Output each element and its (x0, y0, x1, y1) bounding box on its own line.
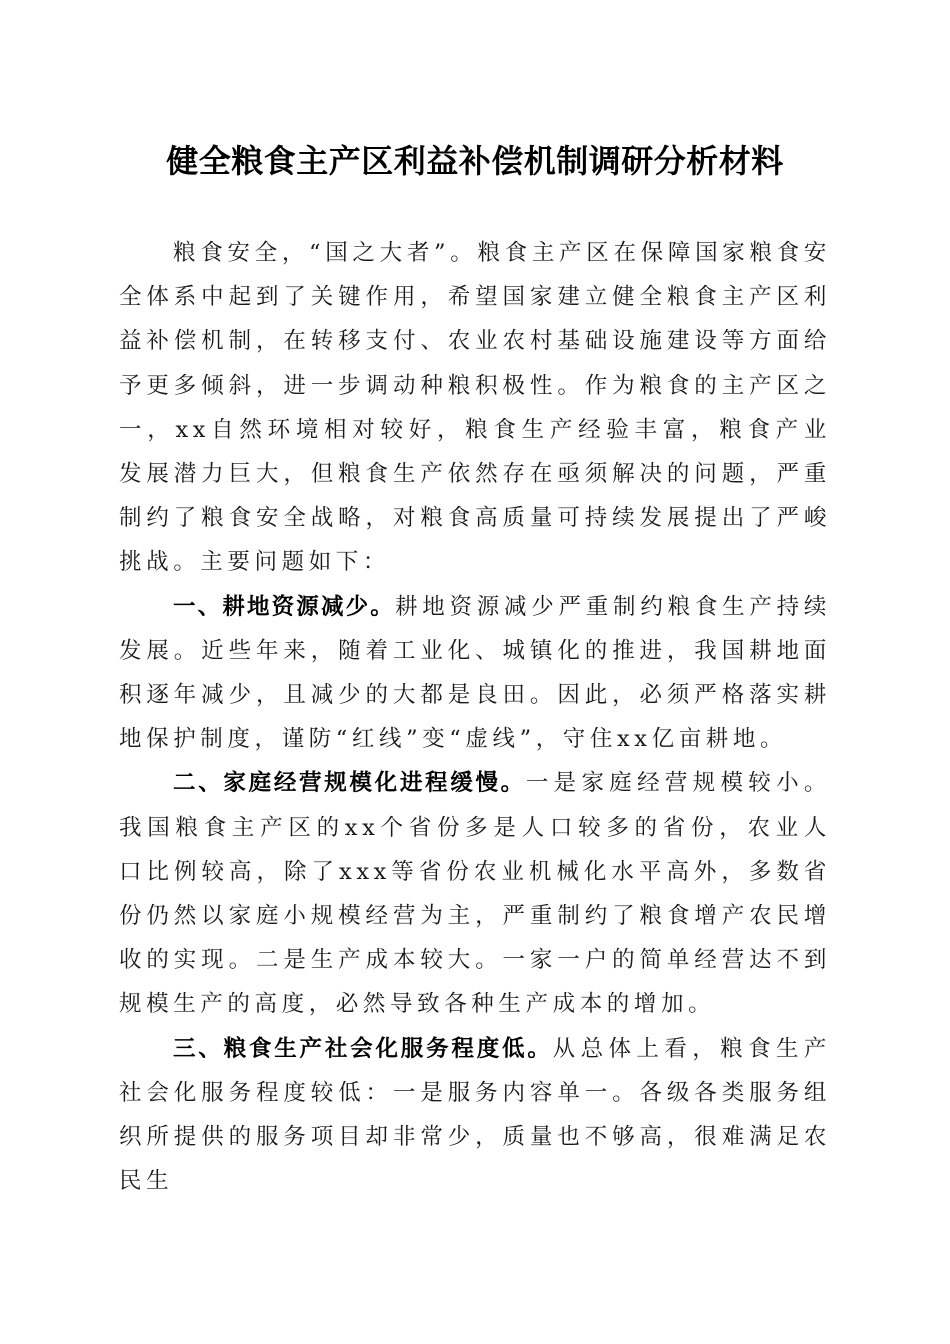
section-3-paragraph (119, 1027, 831, 1204)
section-3-heading: 三、粮食生产社会化服务程度低。 (173, 1035, 553, 1062)
section-1-heading: 一、耕地资源减少。 (173, 593, 395, 620)
document-body (119, 231, 831, 1203)
document-title: 健全粮食主产区利益补偿机制调研分析材料 (166, 142, 784, 180)
intro-text: 粮食安全，“国之大者”。粮食主产区在保障国家粮食安全体系中起到了关键作用，希望国家建立健全粮食主产区利益补偿机制，在转移支付、农业农村基础设施建设等方面给予更多倾斜，进一步调动种粮积极性。作为粮食的主产区之一，xx自然环境相对较好，粮食生产经验丰富，粮食产业发展潜力巨大，但粮食生产依然存在亟须解决的问题，严重制约了粮食安全战略，对粮食高质量可持续发展提出了严峻挑战。主要问题如下： (119, 240, 831, 576)
section-1-paragraph (119, 585, 831, 762)
section-2-text: 一是家庭经营规模较小。我国粮食主产区的xx个省份多是人口较多的省份，农业人口比例较高，除了xxx等省份农业机械化水平高外，多数省份仍然以家庭小规模经营为主，严重制约了粮食增产农民增收的实现。二是生产成本较大。一家一户的简单经营达不到规模生产的高度，必然导致各种生产成本的增加。 (119, 770, 831, 1018)
section-2-paragraph (119, 761, 831, 1026)
section-3-text: 从总体上看，粮食生产社会化服务程度较低：一是服务内容单一。各级各类服务组织所提供的服务项目却非常少，质量也不够高，很难满足农民生 (119, 1035, 831, 1195)
section-1-text: 耕地资源减少严重制约粮食生产持续发展。近些年来，随着工业化、城镇化的推进，我国耕地面积逐年减少，且减少的大都是良田。因此，必须严格落实耕地保护制度，谨防“红线”变“虚线”，守住xx亿亩耕地。 (119, 593, 831, 753)
section-2-heading: 二、家庭经营规模化进程缓慢。 (173, 770, 526, 797)
intro-paragraph (119, 231, 831, 585)
